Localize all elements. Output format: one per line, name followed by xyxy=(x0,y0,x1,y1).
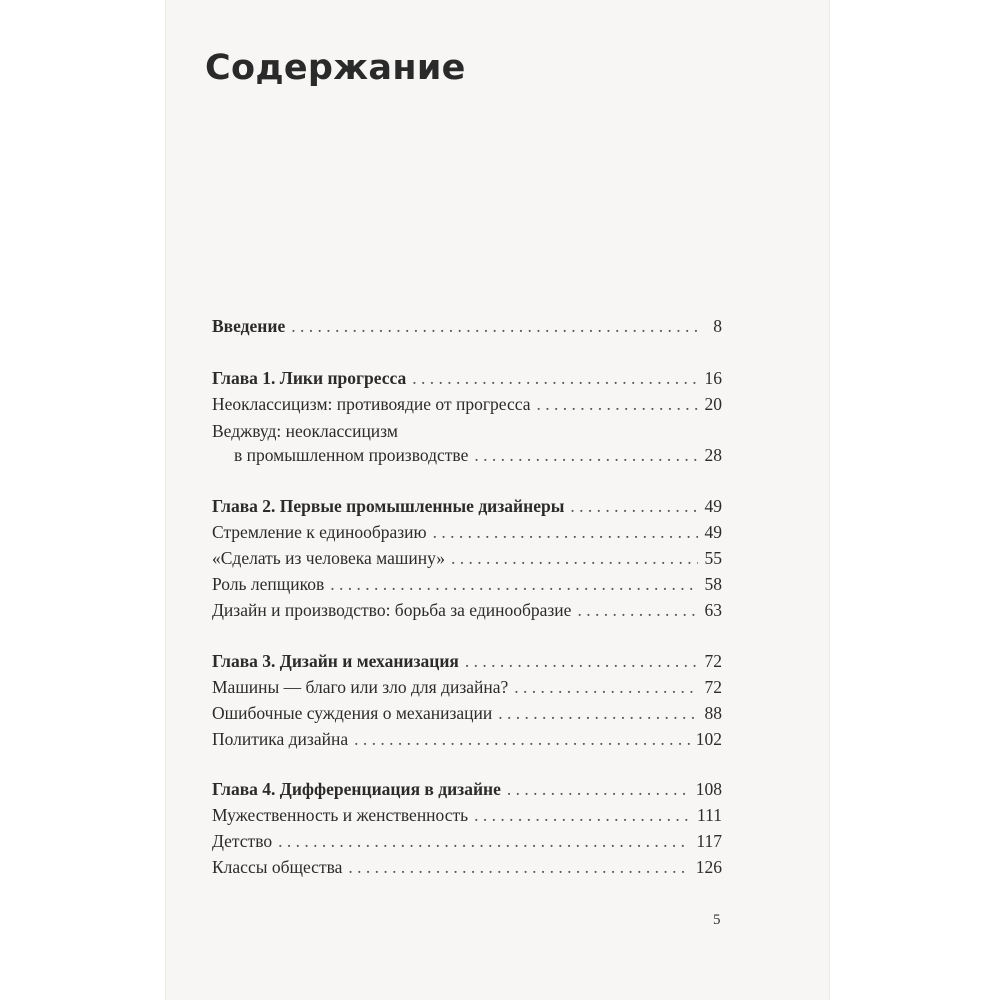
toc-entry-section-line1: Веджвуд: неоклассицизм xyxy=(212,421,398,441)
toc-entry-label: Глава 3. Дизайн и механизация xyxy=(212,651,459,671)
dot-leader xyxy=(507,779,690,800)
toc-entry-label: Дизайн и производство: борьба за единообразие xyxy=(212,600,572,620)
toc-entry-section xyxy=(212,805,722,826)
toc-entry-page: 88 xyxy=(704,703,722,723)
dot-leader xyxy=(330,574,698,595)
toc-entry-section xyxy=(212,522,722,543)
dot-leader xyxy=(354,729,690,750)
toc-entry-page: 20 xyxy=(704,394,722,414)
toc-entry-page: 63 xyxy=(704,600,722,620)
toc-entry-section xyxy=(212,729,722,750)
toc-entry-page: 8 xyxy=(713,316,722,336)
dot-leader xyxy=(412,368,698,389)
toc-entry-page: 72 xyxy=(704,651,722,671)
dot-leader xyxy=(577,600,698,621)
toc-entry-page: 117 xyxy=(696,831,722,851)
dot-leader xyxy=(570,496,698,517)
toc-entry-label: Стремление к единообразию xyxy=(212,522,427,542)
toc-entry-chapter-2 xyxy=(212,496,722,517)
toc-entry-section xyxy=(212,548,722,569)
dot-leader xyxy=(514,677,698,698)
toc-entry-page: 108 xyxy=(695,779,722,799)
toc-entry-label: Ошибочные суждения о механизации xyxy=(212,703,493,723)
toc-entry-label: «Сделать из человека машину» xyxy=(212,548,446,568)
toc-entry-chapter-1 xyxy=(212,368,722,389)
toc-entry-page: 102 xyxy=(695,729,722,749)
toc-entry-chapter-4 xyxy=(212,779,722,800)
toc-entry-label: Политика дизайна xyxy=(212,729,349,749)
toc-entry-label: Глава 1. Лики прогресса xyxy=(212,368,407,388)
toc-entry-label: Классы общества xyxy=(212,857,343,877)
toc-entry-section xyxy=(212,703,722,724)
toc-entry-page: 49 xyxy=(704,496,722,516)
toc-entry-section xyxy=(212,831,722,852)
dot-leader xyxy=(498,703,698,724)
toc-entry-page: 111 xyxy=(697,805,722,825)
toc-entry-section xyxy=(212,445,722,466)
toc-entry-label: Мужественность и женственность xyxy=(212,805,469,825)
dot-leader xyxy=(451,548,698,569)
toc-entry-section xyxy=(212,394,722,415)
toc-entry-page: 55 xyxy=(704,548,722,568)
dot-leader xyxy=(291,316,698,337)
dot-leader xyxy=(433,522,698,543)
toc-entry-page: 72 xyxy=(704,677,722,697)
toc-entry-label: Введение xyxy=(212,316,286,336)
toc-entry-section xyxy=(212,600,722,621)
dot-leader xyxy=(537,394,699,415)
toc-entry-page: 16 xyxy=(704,368,722,388)
dot-leader xyxy=(474,445,698,466)
toc-entry-intro xyxy=(212,316,722,337)
dot-leader xyxy=(465,651,698,672)
dot-leader xyxy=(278,831,690,852)
toc-entry-page: 49 xyxy=(704,522,722,542)
toc-entry-label: Неоклассицизм: противоядие от прогресса xyxy=(212,394,531,414)
toc-entry-label: Роль лепщиков xyxy=(212,574,325,594)
toc-entry-label: Глава 4. Дифференциация в дизайне xyxy=(212,779,501,799)
toc-entry-label: Детство xyxy=(212,831,273,851)
toc-entry-page: 58 xyxy=(704,574,722,594)
page-number: 5 xyxy=(713,912,721,928)
dot-leader xyxy=(474,805,691,826)
toc-entry-label: Машины — благо или зло для дизайна? xyxy=(212,677,509,697)
toc-entry-section xyxy=(212,857,722,878)
toc-entry-page: 28 xyxy=(704,445,722,465)
toc-entry-page: 126 xyxy=(695,857,722,877)
page-title: Содержание xyxy=(205,48,466,88)
toc-entry-chapter-3 xyxy=(212,651,722,672)
toc-entry-section xyxy=(212,574,722,595)
toc-entry-label: Глава 2. Первые промышленные дизайнеры xyxy=(212,496,565,516)
dot-leader xyxy=(348,857,689,878)
toc-entry-section xyxy=(212,677,722,698)
toc-entry-label: в промышленном производстве xyxy=(234,445,469,465)
